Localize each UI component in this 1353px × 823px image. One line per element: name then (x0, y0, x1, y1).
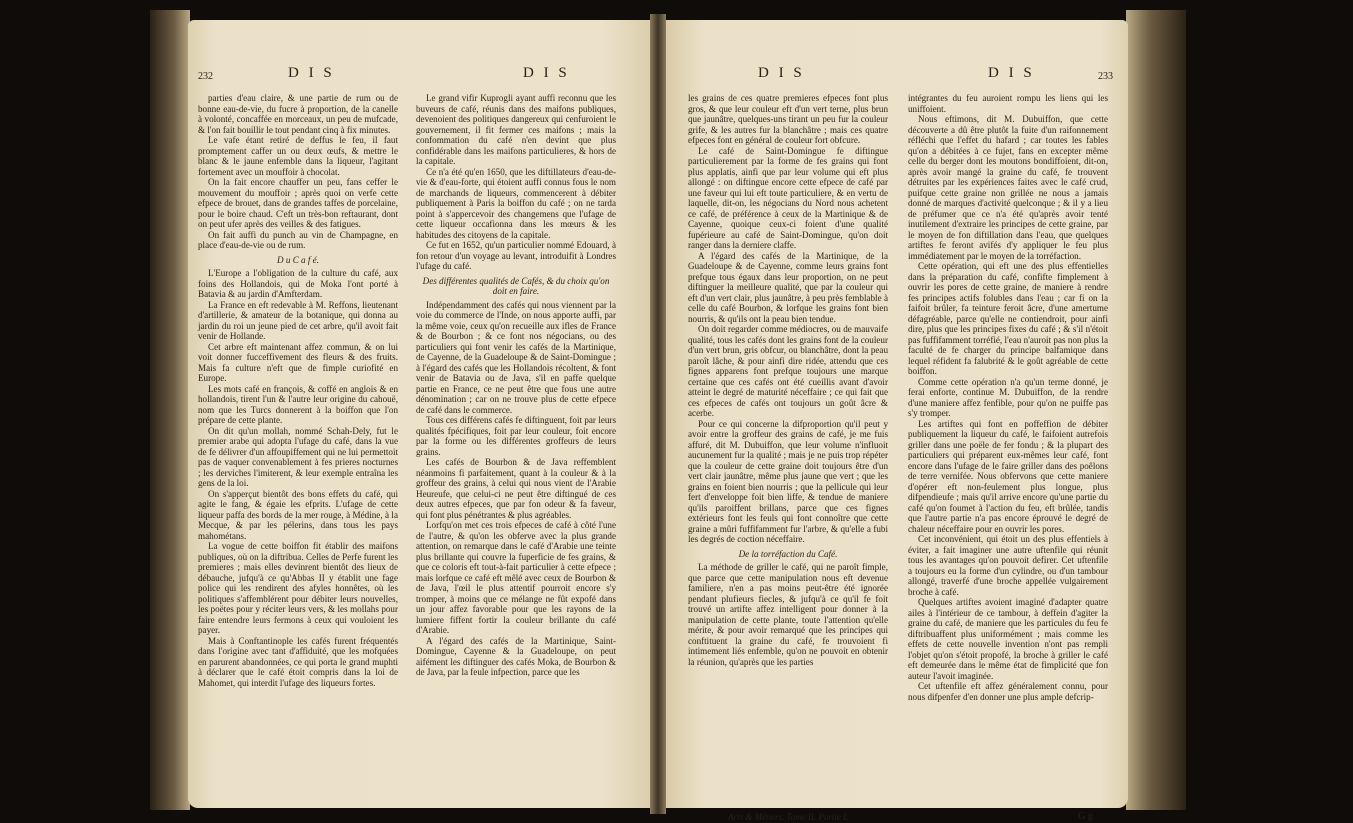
running-head-right-col2: D I S (988, 65, 1035, 81)
paragraph: Cet arbre eft maintenant affez commun, & on lui voit donner fucceffivement des fleurs & des fruits. Mais fa culture n'eft que de fimple curiofité en Europe. (198, 341, 398, 383)
book-edge-left (150, 10, 190, 810)
paragraph: L'Europe a l'obligation de la culture du café, aux foins des Hollandois, qui de Moka l'ont porté à Batavia & au jardin d'Amfterdam. (198, 268, 398, 299)
book-gutter (650, 14, 666, 814)
paragraph: On dit qu'un mollah, nommé Schah-Dely, fut le premier arabe qui adopta l'ufage du café, dans la vue de fe délivrer d'un affoupiffement qui ne lui permettoit pas de vaquer convenablement à fes prieres nocturnes ; les derviches l'imiterent, & leur exemple entraîna les gens de la loi. (198, 425, 398, 488)
paragraph: On s'apperçut bientôt des bons effets du café, qui agite le fang, & égaie les efprits. L'ufage de cette liqueur paffa des bords de la mer rouge, à Médine, à la Mecque, & par les pélerins, dans tous les pays mahométans. (198, 488, 398, 541)
paragraph: Cet uftenfile eft affez généralement connu, pour nous difpenfer d'en donner une plus ample defcrip- (908, 681, 1108, 702)
paragraph: A l'égard des cafés de la Martinique, de la Guadeloupe & de Cayenne, comme leurs grains font prefque tous égaux dans leur proportion, on ne peut diftinguer la meilleure qualité, que par la couleur qui eft d'un vert clair, plus jaunâtre, à peu près femblable à celle du café Bourbon, & lorfque les grains font bien nourris, & qu'ils ont la peau bien tendue. (688, 250, 888, 324)
paragraph: La vogue de cette boiffon fit établir des maifons publiques, où on la diftribua. Celles de Perfe furent les premieres ; mais elles devinrent bientôt des lieux de débauche, jufqu'à ce qu'Abbas II y établit une fage police qui les rendirent des afyles honnêtes, où les politiques s'affemblérent pour débiter leurs nouvelles, les poëtes pour y réciter leurs vers, & les mollahs pour faire entendre leurs fermons à ceux qui vouloient les payer. (198, 541, 398, 635)
left-column-1 (198, 93, 398, 688)
running-head-left-col2: D I S (523, 65, 570, 81)
paragraph: parties d'eau claire, & une partie de rum ou de bonne eau-de-vie, du fucre à proportion, de la canelle à volonté, concaffée en morceaux, un peu de mufcade, & l'on fait bouillir le tout pendant cinq à fix minutes. (198, 93, 398, 135)
paragraph: intégrantes du feu auroient rompu les liens qui les uniffoient. (908, 93, 1108, 114)
page-number-left: 232 (198, 71, 213, 82)
footer-series-title: Arts & Métiers. Tome II. Partie I. (728, 812, 849, 822)
paragraph: Le café de Saint-Domingue fe diftingue particulierement par la forme de fes grains qui font plus applatis, ainfi que par leur volume qui eft plus allongé : on diftingue encore cette efpece de café par une faveur qui lui eft toute particuliere, & en vertu de laquelle, dit-on, les négocians du Nord nous achetent ce café, de préférence à ceux de la Martinique & de Cayenne, quoique ceux-ci foient d'une qualité fupérieure au café de Saint-Domingue, qu'on doit ranger dans la derniere claffe. (688, 145, 888, 250)
right-page (658, 20, 1128, 822)
left-page (188, 20, 658, 808)
paragraph: Lorfqu'on met ces trois efpeces de café à côté l'une de l'autre, & qu'on les obferve avec la plus grande attention, on remarque dans le café d'Arabie une teinte plus brillante qui couvre la fuperficie de fes grains, & que ce coloris eft tout-à-fait particulier à cette efpece ; mais lorfque ce café eft mêlé avec ceux de Bourbon & de Java, l'œil le plus attentif pourroit encore s'y tromper, à moins que ce mélange ne fût expofé dans un jour affez favorable pour que les rayons de la lumiere fiffent fortir la couleur brillante du café d'Arabie. (416, 520, 616, 635)
paragraph: Les cafés de Bourbon & de Java reffemblent néanmoins fi parfaitement, quant à la couleur & à la groffeur des grains, à celui qui nous vient de l'Arabie Heureufe, que celui-ci ne peut être diftingué de ces deux autres efpeces, que par fon odeur & fa faveur, qui font plus pénétrantes & plus agréables. (416, 457, 616, 520)
paragraph: Pour ce qui concerne la difproportion qu'il peut y avoir entre la groffeur des grains de café, je me fuis affuré, dit M. Dubuiffon, que leur volume n'influoit aucunement fur la qualité ; mais je ne puis trop répéter que la couleur de cette graine doit toujours être d'un vert clair jaunâtre, même plus jaune que vert ; que les grains en foient bien nourris ; que la pellicule qui leur fert d'enveloppe foit bien liffe, & tendue de maniere qu'ils paroiffent brillans, parce que ces fignes extérieurs font les feuls qui font connoître que cette graine a mûri fuffifamment fur l'arbre, & qu'elle a fubi les degrés de coction néceffaire. (688, 418, 888, 544)
paragraph: On doit regarder comme médiocres, ou de mauvaife qualité, tous les cafés dont les grains font de la couleur d'un vert brun, gris obfcur, ou blanchâtre, dont la peau paroît lâche, & pour ainfi dire ridée, attendu que ces fignes apparens font prefque toujours une marque certaine que ces cafés ont été cueillis avant d'avoir atteint le degré de maturité néceffaire ; ce qui fait que ces efpeces de cafés ont toujours un goût âcre & acerbe. (688, 324, 888, 418)
paragraph: Ce n'a été qu'en 1650, que les diftillateurs d'eau-de-vie & d'eau-forte, qui étoient auffi connus fous le nom de marchands de liqueurs, commencerent à débiter publiquement à Paris la boiffon du café ; on ne tarda point à s'appercevoir des changemens que l'ufage de cette liqueur occafionna dans les mœurs & les habitudes des citoyens de la capitale. (416, 166, 616, 240)
right-column-1 (688, 93, 888, 667)
left-column-2 (416, 93, 616, 678)
paragraph: Les mots café en françois, & coffé en anglois & en hollandois, tirent l'un & l'autre leur origine du cahouë, nom que les Turcs donnerent à la boiffon que l'on prépare de cette plante. (198, 383, 398, 425)
paragraph: Tous ces différens cafés fe diftinguent, foit par leurs qualités fpécifiques, foit par leur couleur, foit encore par la forme ou les différentes groffeurs de leurs grains. (416, 415, 616, 457)
paragraph: On la fait encore chauffer un peu, fans ceffer le mouvement du mouffoir ; après quoi on verfe cette efpece de brouet, dans de grandes taffes de porcelaine, pour le boire chaud. C'eft un très-bon reftaurant, dont on peut ufer après des veilles & des fatigues. (198, 177, 398, 229)
paragraph: Cette opération, qui eft une des plus effentielles dans la préparation du café, confifte fimplement à ouvrir les pores de cette graine, de maniere à rendre fes principes actifs folubles dans l'eau ; car fi on la faifoit brûler, fa teinture feroit âcre, d'une amertume défagréable, parce qu'elle ne contiendroit, pour ainfi dire, plus que les principes fixes du café ; & s'il n'étoit pas fuffifamment torréfié, l'eau n'auroit pas non plus la faculté de fe charger du principe balfamique dans lequel réfident fa falubrité & le goût agréable de cette boiffon. (908, 261, 1108, 376)
paragraph: Quelques artiftes avoient imaginé d'adapter quatre ailes à l'intérieur de ce tambour, à deffein d'agiter la graine du café, de maniere que les particules du feu fe diftribuaffent plus uniformément ; mais comme les effets de cette nouvelle invention n'ont pas rempli l'objet qu'on s'étoit propofé, la broche à griller le café eft demeurée dans le même état de fimplicité que fon auteur l'avoit imaginée. (908, 597, 1108, 681)
paragraph: On fait auffi du punch au vin de Champagne, en place d'eau-de-vie ou de rum. (198, 229, 398, 250)
running-head-left-col1: D I S (288, 65, 335, 81)
paragraph: les grains de ces quatre premieres efpeces font plus gros, & que leur couleur eft d'un vert terne, plus brun que jaunâtre, quelques-uns tirant un peu fur la couleur grife, & les autres fur la blanchâtre ; mais ces quatre efpeces font en général de couleur fort obfcure. (688, 93, 888, 145)
paragraph: Indépendamment des cafés qui nous viennent par la voie du commerce de l'Inde, on nous apporte auffi, par la même voie, ceux qu'on recueille aux ifles de France & de Bourbon ; & ce font nos négocians, ou des particuliers qui font venir les cafés de la Martinique, de Cayenne, de la Guadeloupe & de Saint-Domingue ; à l'égard des cafés que les Hollandois récoltent, & font venir de Batavia ou de Java, s'il en paffe quelque partie en France, ce ne peut être que fous une autre dénomination ; car on ne trouve plus de cette efpece de café dans le commerce. (416, 299, 616, 415)
section-heading: D u C a f é. (277, 254, 319, 265)
paragraph: Le vafe étant retiré de deffus le feu, il faut promptement caffer un ou deux œufs, & mettre le blanc & le jaune enfemble dans la liqueur, l'agitant fortement avec un mouffoir à chocolat. (198, 135, 398, 177)
paragraph: Cet inconvénient, qui étoit un des plus effentiels à éviter, a fait imaginer une autre uftenfile qui réunit tous les avantages qu'on pouvoit defirer. Cet uftenfile a toujours eu la forme d'un cylindre, ou d'un tambour allongé, traverfé d'une broche appellée vulgairement broche à café. (908, 534, 1108, 597)
paragraph: Ce fut en 1652, qu'un particulier nommé Edouard, à fon retour d'un voyage au levant, introduifit à Londres l'ufage du café. (416, 240, 616, 271)
paragraph: Le grand vifir Kuprogli ayant auffi reconnu que les buveurs de café, réunis dans des maifons publiques, devenoient des politiques dangereux qui cenfuroient le gouvernement, il fit fermer ces maifons ; mais la confommation du café n'en devint que plus confidérable dans les maifons particulieres, & hors de la capitale. (416, 93, 616, 166)
paragraph: La France en eft redevable à M. Reffons, lieutenant d'artillerie, & amateur de la botanique, qui donna au jardin du roi un jeune pied de cet arbre, qu'il avoit fait venir de Hollande. (198, 299, 398, 341)
running-head-right-col1: D I S (758, 65, 805, 81)
paragraph: Mais à Conftantinople les cafés furent fréquentés dans l'origine avec tant d'affiduité, que les mofquées en parurent abandonnées, ce qui porta le grand muphti à déclarer que le café étoit compris dans la loi de Mahomet, qui interdit l'ufage des liqueurs fortes. (198, 635, 398, 688)
paragraph: Les artiftes qui font en poffeffion de débiter publiquement la liqueur du café, le faifoient autrefois griller dans une poële de fer fondu ; & la plupart des particuliers qui préparent eux-mêmes leur café, font encore dans l'ufage de le faire griller dans des poêlons de terre vernifée. Nous obfervons que cette maniere d'opérer eft non-feulement plus longue, plus difpendieufe ; mais qu'il arrive encore qu'une partie du café qu'on foumet à l'action du feu, eft brûlée, tandis que l'autre partie n'a pas encore éprouvé le degré de chaleur néceffaire pour en ouvrir les pores. (908, 418, 1108, 534)
paragraph: Nous eftimons, dit M. Dubuiffon, que cette découverte a dû être plutôt la fuite d'un raifonnement réfléchi que l'effet du hafard ; car toutes les fables qu'on a débitées à ce fujet, fans en excepter même celle du berger dont les moutons bondiffoient, dit-on, après avoir mangé la graine du café, fe trouvent détruites par les expériences faites avec le café crud, puifque cette graine non grillée ne nous a jamais donné de marques d'activité quelconque ; & il y a lieu de préfumer que ce n'a été qu'après avoir tenté inutilement d'extraire les principes de cette graine, par le moyen de fon diftillation dans l'eau, que quelques artiftes fe feront avifés d'y appliquer le feu plus immédiatement par le moyen de la torréfaction. (908, 114, 1108, 261)
right-column-2 (908, 93, 1108, 702)
section-heading: Des différentes qualités de Cafés, & du choix qu'on doit en faire. (422, 275, 610, 296)
paragraph: La méthode de griller le café, qui ne paroît fimple, que parce que cette manipulation nous eft devenue familiere, n'en a pas moins peut-être été ignorée pendant plufieurs fiecles, & jufqu'à ce qu'il fe foit trouvé un artifte affez intelligent pour donner à la manipulation de cette plante, toute l'attention qu'elle mérite, & pour avoir remarqué que les principes qui conftituent la graine du café, fe trouvoient fi intimement liés enfemble, qu'on ne pouvoit en obtenir la réunion, qu'après que les parties (688, 562, 888, 667)
paragraph: Comme cette opération n'a qu'un terme donné, je ferai enforte, continue M. Dubuiffon, de la rendre d'une maniere affez fenfible, pour qu'on ne puiffe pas s'y tromper. (908, 376, 1108, 418)
page-number-right: 233 (1098, 71, 1113, 82)
book-edge-right (1126, 10, 1186, 810)
paragraph: A l'égard des cafés de la Martinique, Saint-Domingue, Cayenne & la Guadeloupe, on peut aifément les diftinguer des cafés Moka, de Bourbon & de Java, par la feule infpection, parce que les (416, 635, 616, 677)
section-heading: De la torréfaction du Café. (738, 548, 838, 559)
signature-mark: G g (1078, 811, 1093, 822)
